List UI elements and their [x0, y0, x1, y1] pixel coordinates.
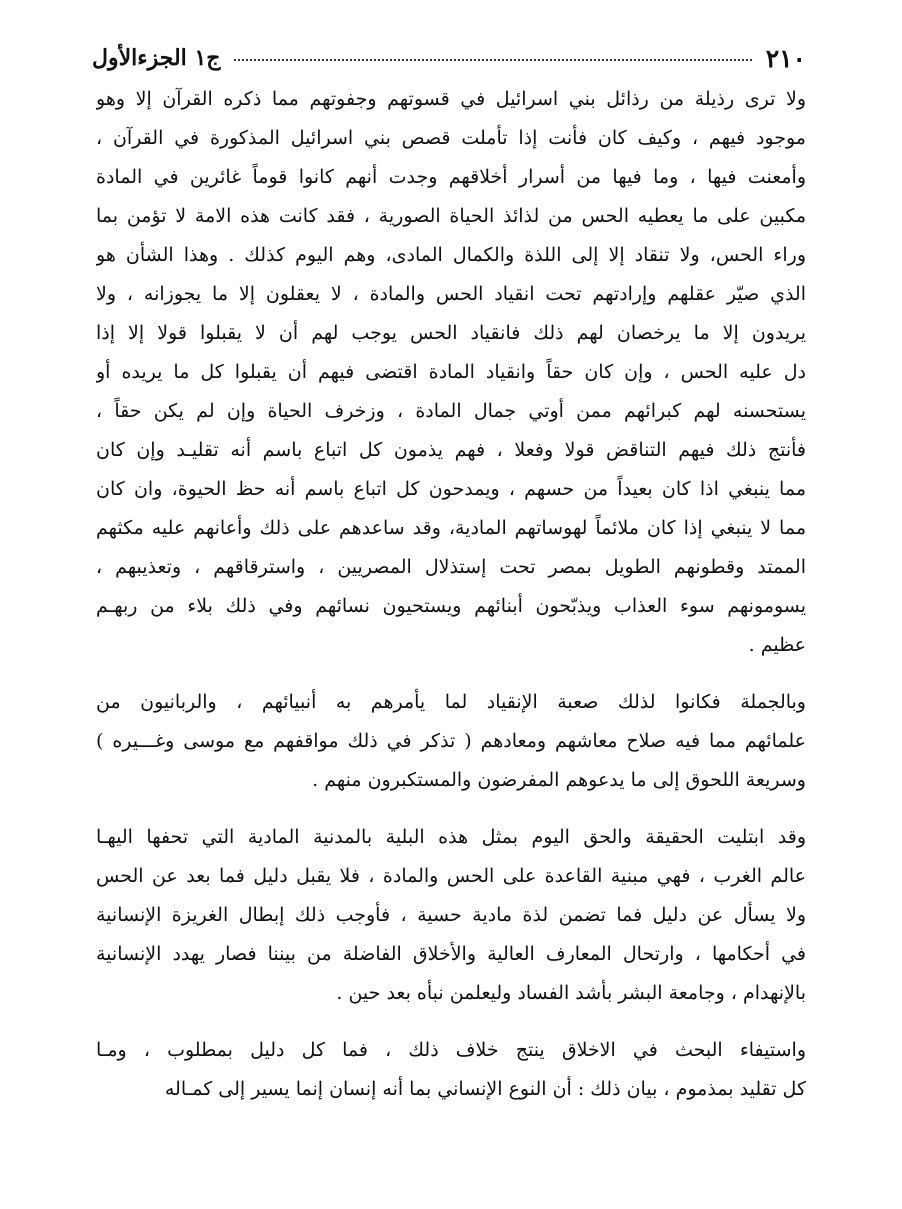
text-line: واستيفاء البحث في الاخلاق ينتج خلاف ذلك ، فما كل دليل بمطلوب ، ومـا — [96, 1039, 806, 1061]
text-line: وراء الحس، ولا تنقاد إلا إلى اللذة والكمال المادى، وهم اليوم كذلك . وهذا الشأن هو — [96, 244, 806, 266]
text-line: يسومونهم سوء العذاب ويذبّحون أبنائهم ويستحيون نسائهم وفي ذلك بلاء من ربهـم — [96, 595, 806, 617]
body-text — [96, 80, 806, 1127]
text-line: مكبين على ما يعطيه الحس من لذائذ الحياة الصورية ، فقد كانت هذه الامة لا تؤمن بما — [96, 205, 806, 227]
paragraph — [96, 80, 806, 665]
header-dotted-leader — [234, 59, 751, 61]
text-line: عالم الغرب ، فهي مبنية القاعدة على الحس والمادة ، فلا يقبل دليل فما بعد عن الحس — [96, 865, 806, 887]
text-line: في أحكامها ، وارتحال المعارف العالية والأخلاق الفاضلة من بيننا فصار يهدد الإنسانية — [96, 943, 806, 965]
text-line: عظيم . — [748, 634, 806, 656]
text-line: الذي صيّر عقلهم وإرادتهم تحت انقياد الحس والمادة ، لا يعقلون إلا ما يجوزانه ، ولا — [96, 283, 806, 305]
page-header — [92, 38, 806, 78]
paragraph — [96, 818, 806, 1013]
text-line: ولا ترى رذيلة من رذائل بني اسرائيل في قسوتهم وجفوتهم مما ذكره القرآن إلا وهو — [96, 88, 806, 110]
text-line: ولا يسأل عن دليل فما تضمن لذة مادية حسية ، فأوجب ذلك إبطال الغريزة الإنسانية — [96, 904, 806, 926]
text-line: مما ينبغي اذا كان بعيداً من حسهم ، ويمدحون كل اتباع باسم أنه حظ الحيوة، وان كان — [96, 478, 806, 500]
paragraph — [96, 683, 806, 800]
text-line: موجود فيهم ، وكيف كان فأنت إذا تأملت قصص بني اسرائيل المذكورة في القرآن ، — [96, 127, 806, 149]
text-line: كل تقليد بمذموم ، بيان ذلك : أن النوع الإنساني بما أنه إنسان إنما يسير إلى كمـاله — [164, 1078, 806, 1100]
text-line: يريدون إلا ما يرخصان لهم ذلك فانقياد الحس يوجب لهم أن لا يقبلوا قولا إلا إذا — [96, 322, 806, 344]
running-title: ج١ الجزءالأول — [92, 45, 221, 71]
paragraph — [96, 1031, 806, 1109]
text-line: علمائهم مما فيه صلاح معاشهم ومعادهم ( تذكر في ذلك مواقفهم مع موسى وغـــيره ) — [96, 730, 806, 752]
page-number: ٢١٠ — [765, 43, 806, 73]
text-line: وبالجملة فكانوا لذلك صعبة الإنقياد لما يأمرهم به أنبيائهم ، والربانيون من — [96, 691, 806, 713]
text-line: الممتد وقطونهم الطويل بمصر تحت إستذلال المصريين ، واسترقاقهم ، وتعذيبهم ، — [96, 556, 806, 578]
text-line: مما لا ينبغي إذا كان ملائماً لهوساتهم المادية، وقد ساعدهم على ذلك وأعانهم عليه مكثهم — [96, 517, 806, 539]
text-line: فأنتج ذلك فيهم التناقض قولا وفعلا ، فهم يذمون كل اتباع باسم أنه تقليـد وإن كان — [96, 439, 806, 461]
text-line: بالإنهدام ، وجامعة البشر بأشد الفساد وليعلمن نبأه بعد حين . — [336, 982, 806, 1004]
text-line: دل عليه الحس ، وإن كان حقاً وانقياد المادة اقتضى فيهم أن يقبلوا كل ما يريده أو — [96, 361, 806, 383]
text-line: وأمعنت فيها ، وما فيها من أسرار أخلاقهم وجدت أنهم كانوا قوماً غائرين في المادة — [96, 166, 806, 188]
text-line: وسريعة اللحوق إلى ما يدعوهم المفرضون والمستكبرون منهم . — [312, 769, 806, 791]
text-line: يستحسنه لهم كبرائهم ممن أوتي جمال المادة ، وزخرف الحياة وإن لم يكن حقاً ، — [96, 400, 806, 422]
text-line: وقد ابتليت الحقيقة والحق اليوم بمثل هذه البلية بالمدنية المادية التي تحفها اليهـا — [96, 826, 806, 848]
